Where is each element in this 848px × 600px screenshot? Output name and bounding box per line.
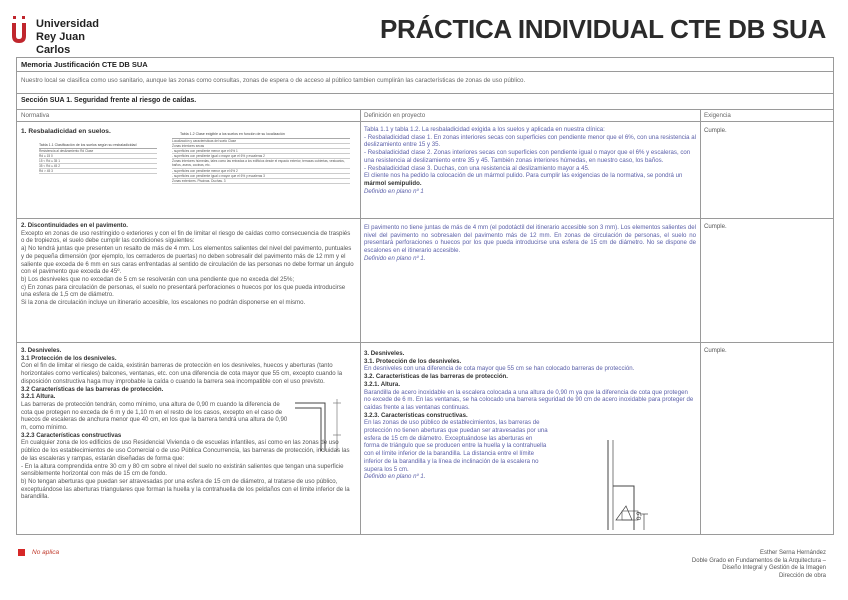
row3-sub23: 3.2.3 Características constructivas [21,431,122,439]
row3-def-sub2: 3.2. Características de las barreras de protección. [364,373,508,381]
university-crest-icon [10,12,30,48]
row1-def-client: El cliente nos ha pedido la colocación de un mármol pulido. Para cumplir las exigencias de la normativa, se pondrá un [364,172,683,180]
table-1-1 [39,148,157,174]
row2-norm-line: Si la zona de circulación incluye un itinerario accesible, los escalones no podrán disponerse en el mismo. [21,299,306,307]
stair-railing-drawing [600,436,696,532]
row-divider [17,342,833,343]
table-1-1-caption: Tabla 1.1 Clasificación de los suelos según su resbaladicidad [39,143,137,147]
table-1-2-caption: Tabla 1.2 Clase exigible a los suelos en función de su localización [180,132,285,136]
university-name-line2: Rey Juan Carlos [36,31,85,56]
row2-definicion [364,224,696,340]
row3-def-text21: Barandilla de acero inoxidable en la escalera colocada a una altura de 0,90 m ya que la diferencia de cota que protegen no excede de 6 m. En las ventanas, se ha colocado una barrera seguridad de 90 cm de acero inoxidable para proteger de caídas frente a las ventanas continuas. [364,388,694,411]
row2-normativa [21,222,355,340]
row2-exigencia: Cumple. [704,223,727,230]
column-header-definicion: Definición en proyecto [364,112,426,119]
row2-norm-line: b) Los desniveles que no excedan de 5 cm se resolverán con una pendiente que no exceda del 25%; [21,275,295,283]
row1-def-line: - Resbaladicidad clase 1. En zonas interiores secas con superficies con pendiente menor que el 6%, con una resistencia al deslizamiento entre 15 y 35. [364,133,696,149]
row3-norm23b: b) No tengan aberturas que puedan ser atravesadas por una esfera de 15 cm de diámetro, al tratarse de uso público, exceptuándose las aberturas triangulares que forman la huella y la contrahuella de los peldaños con el límite inferior de la barandilla. [21,477,350,501]
column-header-exigencia: Exigencia [704,112,731,119]
page-title: PRÁCTICA INDIVIDUAL CTE DB SUA [379,14,826,44]
row1-exigencia: Cumple. [704,127,727,134]
row2-norm-line: c) En zonas para circulación de personas, el suelo no presentará perforaciones o huecos por los que pueda introducirse una esfera de 1,5 cm de diámetro. [21,283,346,299]
dimension-label: 0,9 [637,511,643,520]
legend-swatch [18,549,25,556]
row1-definicion [364,126,696,216]
row3-def-sub23: 3.2.3. Características constructivas. [364,411,468,419]
row3-def-text1: En desniveles con una diferencia de cota mayor que 55 cm se han colocado barreras de protección. [364,365,635,373]
column-header-normativa: Normativa [21,112,50,119]
row3-sub1: 3.1 Protección de los desniveles. [21,354,117,362]
row2-norm-line: Excepto en zonas de uso restringido o exteriores y con el fin de limitar el riesgo de caídas como consecuencia de traspiés o de tropiezos, el suelo debe cumplir las condiciones siguientes: [21,229,351,245]
section-heading: Sección SUA 1. Seguridad frente al riesgo de caídas. [17,94,833,110]
row1-def-line: - Resbaladicidad clase 3. Duchas, con una resistencia al deslizamiento mayor a 45. [364,164,590,172]
table-row: Rd ≤ 15 0 [39,154,157,159]
table-row: Rd > 45 3 [39,169,157,174]
row1-def-material: mármol semipulido. [364,179,422,187]
row3-def-plano: Definido en plano nº 1. [364,473,426,481]
row3-def-sub21: 3.2.1. Altura. [364,380,401,388]
legend-label: No aplica [32,549,60,556]
row3-sub2: 3.2 Características de las barreras de protección. [21,385,164,393]
row1-def-line: Tabla 1.1 y tabla 1.2. La resbaladicidad exigida a los suelos y aplicada en nuestra clínica: [364,126,605,133]
table-row: Zonas exteriores. Piscinas. Duchas. 3 [172,179,350,184]
table-row: Localización y características del suelo Clase [172,139,350,144]
column-divider [360,110,361,534]
row3-def-text23: En las zonas de uso público de establecimientos, las barreras de protección no tienen aberturas que puedan ser atravesadas por una esfera de 15 cm de diámetro. Exceptuándose las aberturas en forma de triángulo que se producen entre la huella y la contrahuella con el límite inferior de la barandilla. La distancia entre el límite inferior de la barandilla y la línea de inclinación de la escalera no supera los 5 cm. [364,419,548,473]
justification-table [16,57,834,535]
row3-norm1: Con el fin de limitar el riesgo de caída, existirán barreras de protección en los desniveles, huecos y aberturas (tanto horizontales como verticales) balcones, ventanas, etc. con una diferencia de cota mayor que 55 cm, excepto cuando la disposición constructiva haga muy improbable la caída o cuando la barrera sea incompatible con el uso previsto. [21,362,343,385]
table-row: - superficies con pendiente igual o mayor que el 6% y escaleras 2 [172,154,350,159]
column-headers [17,110,833,122]
university-logo [10,12,120,56]
row3-norm23a: - En la altura comprendida entre 30 cm y 80 cm sobre el nivel del suelo no existirán salientes que tengan una superficie sensiblemente horizontal con más de 15 cm de fondo. [21,462,344,478]
credits [692,550,826,580]
column-divider [700,110,701,534]
table-row: - superficies con pendiente igual o mayor que el 6% y escaleras 3 [172,174,350,179]
university-name-line1: Universidad [36,18,99,30]
row1-def-line: - Resbaladicidad clase 2. Zonas interiores secas con superficies con pendiente igual o mayor que el 6% y escaleras, con una resistencia al deslizamiento entre 35 y 45. También zonas interiores húmedas, en nuestro caso, los baños. [364,149,691,164]
table-row: - superficies con pendiente menor que el 6% 2 [172,169,350,174]
intro-text: Nuestro local se clasifica como uso sanitario, aunque las zonas como consultas, zonas de espera o de acceso al público tambien cumplirán las características de zonas de uso público. [17,72,833,94]
row2-norm-line: a) No tendrá juntas que presenten un resalto de más de 4 mm. Los elementos salientes del nivel del pavimento, puntuales y de pequeña dimensión (por ejemplo, los cerraderos de puertas) no deben sobresalir del pavimento más de 12 mm y el saliente que exceda de 6 mm en sus caras enfrentadas al sentido de circulación de las personas no debe formar un ángulo con el pavimento que exceda de 45º. [21,245,354,276]
credit-line: Diseño Integral y Gestión de la Imagen [722,565,826,572]
row3-def-title: 3. Desniveles. [364,350,405,357]
row-divider [17,218,833,219]
row3-def-sub1: 3.1. Protección de los desniveles. [364,357,462,365]
credit-line: Doble Grado en Fundamentos de la Arquitectura – [691,557,826,564]
row2-def-plano: Definido en plano nº 1. [364,254,426,262]
table-1-2 [172,138,350,184]
table-row: Resistencia al deslizamiento Rd Clase [39,149,157,154]
table-row: Zonas interiores húmedas, tales como las entradas a los edificios desde el espacio exterior, terrazas cubiertas, vestuarios, baños, aseos, cocinas, etc. [172,159,350,169]
credit-line: Esther Serna Hernández [759,550,826,556]
row3-norm23: En cualquier zona de los edificios de uso Residencial Vivienda o de escuelas infantiles, así como en las zonas de uso público de los establecimientos de uso Comercial o de uso Pública Concurrencia, las barreras de protección, incluidas las de las escaleras y rampas, estarán diseñadas de forma que: [21,439,350,462]
row3-norm21: Las barreras de protección tendrán, como mínimo, una altura de 0,90 m cuando la diferencia de cota que protegen no exceda de 6 m y de 1,10 m en el resto de los casos, excepto en el caso de huecos de escaleras de anchura menor que 40 cm, en los que la barrera tendrá una altura de 0,90 m, como mínimo. [21,400,288,432]
table-row: 35 < Rd ≤ 45 2 [39,164,157,169]
memoria-heading: Memoria Justificación CTE DB SUA [17,58,833,72]
row3-sub21: 3.2.1 Altura. [21,393,56,401]
table-row: Zonas interiores secas [172,144,350,149]
barrier-section-drawing [291,395,353,453]
row2-title: 2. Discontinuidades en el pavimento. [21,222,129,229]
table-row: - superficies con pendiente menor que el 6% 1 [172,149,350,154]
credit-line: Dirección de obra [778,572,826,579]
row3-title: 3. Desniveles. [21,347,62,354]
table-row: 15 < Rd ≤ 35 1 [39,159,157,164]
row1-def-plano: Definido en plano nº 1 [364,187,424,195]
row2-def-text: El pavimento no tiene juntas de más de 4 mm (el podotáctil del itinerario accesible son 3 mm). Los elementos salientes del nivel del pavimento no sobresalen del pavimento más de 12 mm. En zonas de circulación de personas, el suelo no presentará perforaciones o huecos por los que pueda introducirse una esfera de 15 cm de diámetro. No se dispone de escalones en el itinerario accesible. [364,224,696,255]
row1-title: 1. Resbaladicidad en suelos. [21,128,111,135]
university-name [36,18,120,57]
row3-exigencia: Cumple. [704,347,727,354]
